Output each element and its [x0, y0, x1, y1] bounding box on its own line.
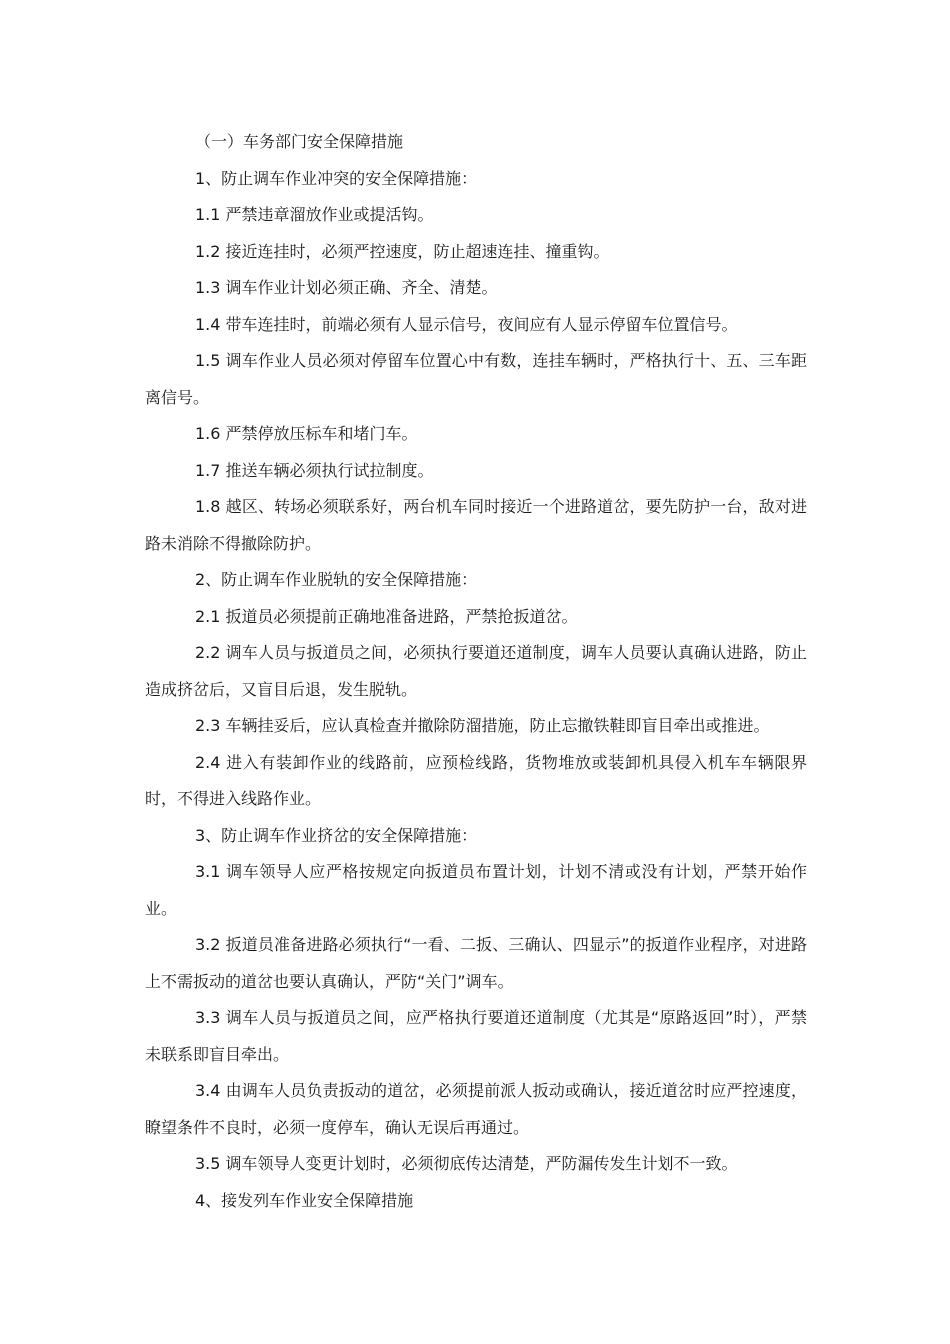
section-heading: （一）车务部门安全保障措施: [195, 132, 404, 151]
paragraph-2-1: 2.1 扳道员必须提前正确地准备进路，严禁抢扳道岔。: [195, 606, 578, 626]
subsection-heading-1: 1、防止调车作业冲突的安全保障措施：: [195, 168, 478, 188]
paragraph-3-2: 3.2 扳道员准备进路必须执行“一看、二扳、三确认、四显示”的扳道作业程序，对进路上不需扳动的道岔也要认真确认，严防“关门”调车。: [145, 935, 807, 991]
paragraph-1-2: 1.2 接近连挂时，必须严控速度，防止超速连挂、撞重钩。: [195, 241, 610, 261]
paragraph-1-1: 1.1 严禁违章溜放作业或提活钩。: [195, 205, 434, 224]
paragraph-2-3: 2.3 车辆挂妥后，应认真检查并撤除防溜措施，防止忘撤铁鞋即盲目牵出或推进。: [195, 716, 770, 735]
subsection-heading-2: 2、防止调车作业脱轨的安全保障措施：: [195, 570, 478, 589]
paragraph-3-4: 3.4 由调车人员负责扳动的道岔，必须提前派人扳动或确认，接近道岔时应严控速度，瞭望条件不良时，必须一度停车，确认无误后再通过。: [145, 1081, 807, 1137]
paragraph-1-6: 1.6 严禁停放压标车和堵门车。: [195, 424, 418, 443]
paragraph-1-3: 1.3 调车作业计划必须正确、齐全、清楚。: [195, 278, 498, 297]
paragraph-1-8: 1.8 越区、转场必须联系好，两台机车同时接近一个进路道岔，要先防护一台，敌对进路未消除不得撤除防护。: [145, 497, 807, 553]
paragraph-3-5: 3.5 调车领导人变更计划时，必须彻底传达清楚，严防漏传发生计划不一致。: [195, 1154, 738, 1173]
paragraph-3-3: 3.3 调车人员与扳道员之间，应严格执行要道还道制度（尤其是“原路返回”时），严禁未联系即盲目牵出。: [145, 1008, 807, 1064]
document-body: [145, 124, 807, 1219]
subsection-heading-3: 3、防止调车作业挤岔的安全保障措施：: [195, 825, 478, 845]
paragraph-3-1: 3.1 调车领导人应严格按规定向扳道员布置计划，计划不清或没有计划，严禁开始作业。: [145, 862, 807, 918]
paragraph-1-5: 1.5 调车作业人员必须对停留车位置心中有数，连挂车辆时，严格执行十、五、三车距离信号。: [145, 351, 807, 407]
paragraph-2-2: 2.2 调车人员与扳道员之间，必须执行要道还道制度，调车人员要认真确认进路，防止造成挤岔后，又盲目后退，发生脱轨。: [145, 643, 807, 699]
paragraph-1-7: 1.7 推送车辆必须执行试拉制度。: [195, 460, 434, 480]
paragraph-1-4: 1.4 带车连挂时，前端必须有人显示信号，夜间应有人显示停留车位置信号。: [195, 314, 738, 334]
paragraph-2-4: 2.4 进入有装卸作业的线路前，应预检线路，货物堆放或装卸机具侵入机车车辆限界时，不得进入线路作业。: [145, 752, 807, 808]
subsection-heading-4: 4、接发列车作业安全保障措施: [195, 1190, 414, 1210]
